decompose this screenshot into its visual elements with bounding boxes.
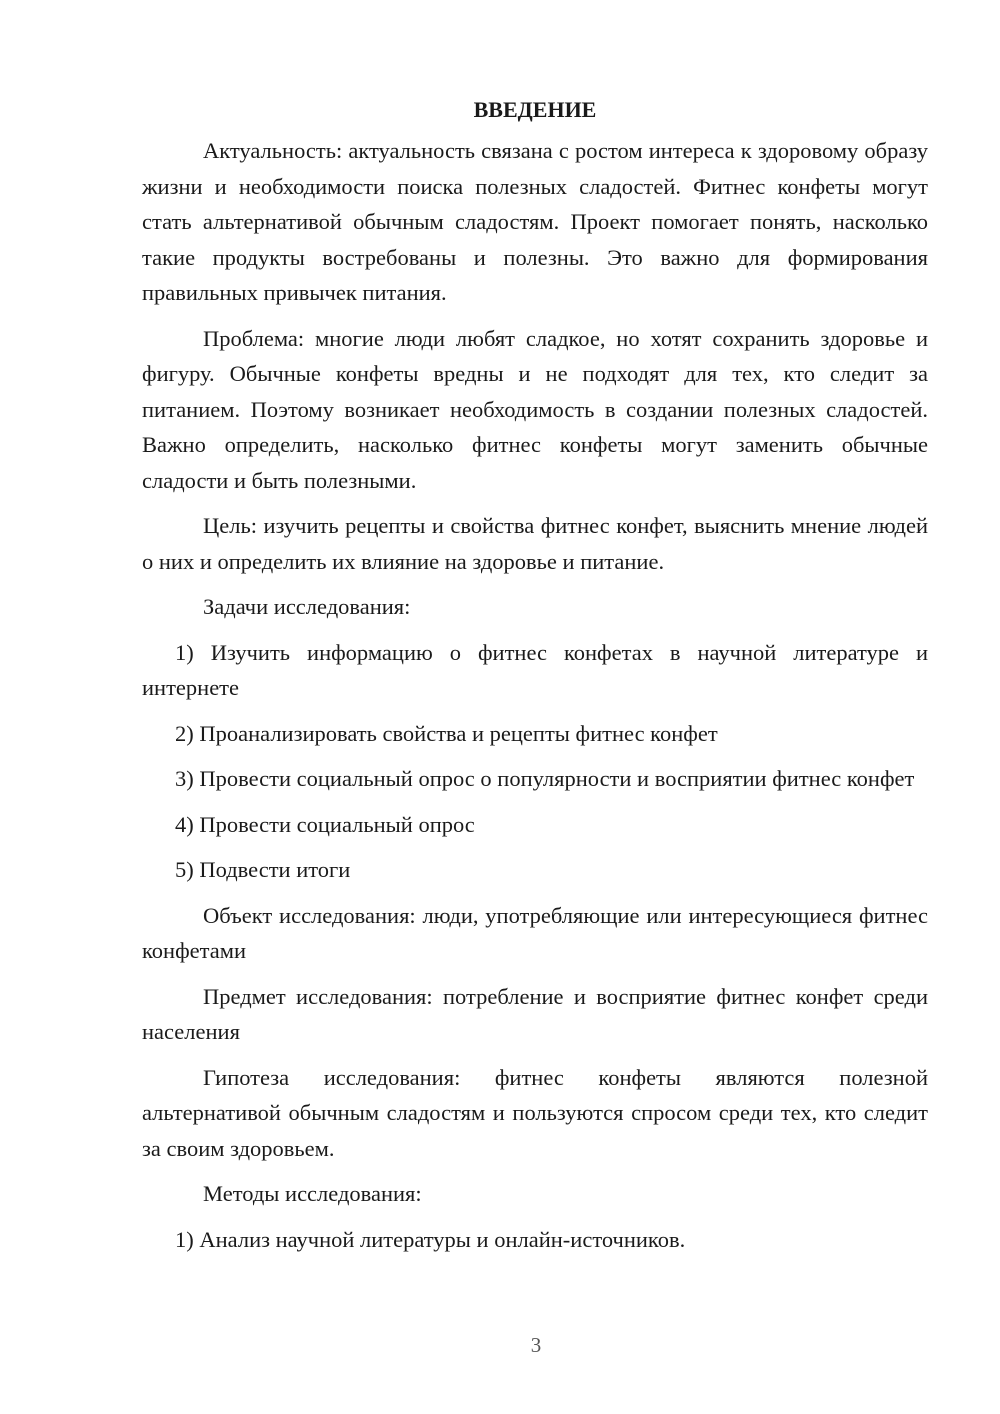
object-paragraph: Объект исследования: люди, употребляющие или интересующиеся фитнес конфетами — [142, 902, 928, 963]
relevance-paragraph: Актуальность: актуальность связана с ростом интереса к здоровому образу жизни и необходимости поиска полезных сладостей. Фитнес конфеты могут стать альтернативой обычным сладостям. Проект помогает понять, насколько такие продукты востребованы и полезны. Это важно для формирования правильных привычек питания. — [142, 138, 928, 305]
task-item-1: 1) Изучить информацию о фитнес конфетах в научной литературе и интернете — [142, 639, 928, 700]
task-item-5: 5) Подвести итоги — [175, 857, 351, 882]
task-item-2: 2) Проанализировать свойства и рецепты фитнес конфет — [175, 720, 718, 746]
task-item-3: 3) Провести социальный опрос о популярности и восприятии фитнес конфет — [175, 766, 915, 791]
problem-paragraph: Проблема: многие люди любят сладкое, но хотят сохранить здоровье и фигуру. Обычные конфеты вредны и не подходят для тех, кто следит за питанием. Поэтому возникает необходимость в создании полезных сладостей. Важно определить, насколько фитнес конфеты могут заменить обычные сладости и быть полезными. — [142, 325, 928, 493]
hypothesis-paragraph: Гипотеза исследования: фитнес конфеты являются полезной альтернативой обычным сладостям и пользуются спросом среди тех, кто следит за своим здоровьем. — [142, 1064, 928, 1161]
goal-paragraph: Цель: изучить рецепты и свойства фитнес конфет, выяснить мнение людей о них и определить их влияние на здоровье и питание. — [142, 513, 928, 574]
tasks-heading: Задачи исследования: — [203, 594, 411, 619]
methods-heading: Методы исследования: — [203, 1181, 422, 1206]
task-item-4: 4) Провести социальный опрос — [175, 811, 475, 837]
subject-paragraph: Предмет исследования: потребление и восприятие фитнес конфет среди населения — [142, 983, 928, 1044]
page-number: 3 — [530, 1333, 542, 1357]
document-title: ВВЕДЕНИЕ — [473, 97, 597, 122]
method-item-1: 1) Анализ научной литературы и онлайн-источников. — [175, 1226, 686, 1252]
document-page — [142, 92, 928, 1267]
